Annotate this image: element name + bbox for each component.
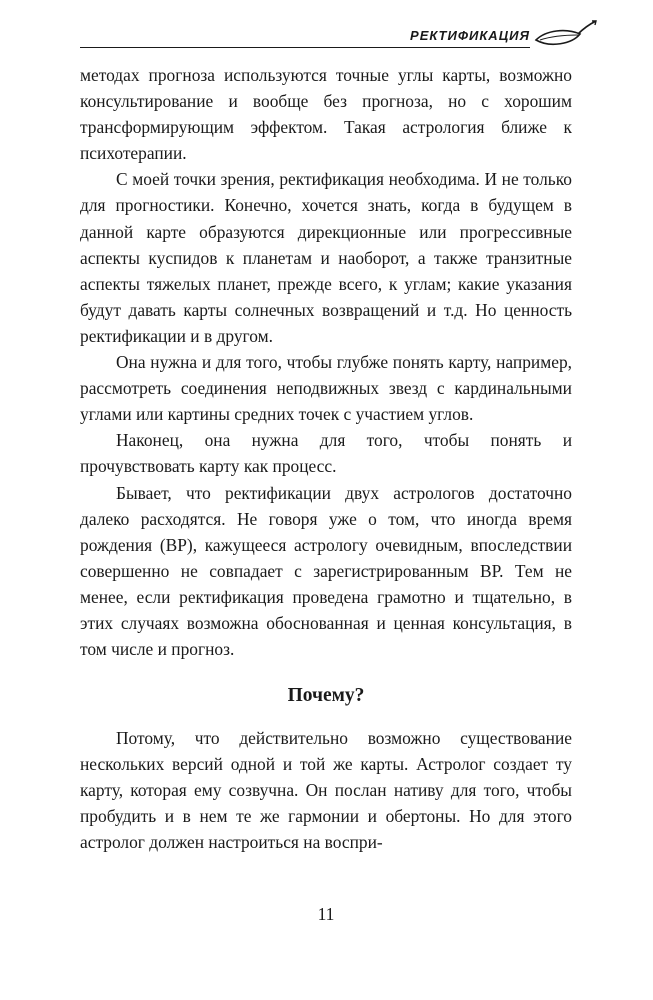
running-header (80, 18, 600, 52)
body-paragraph: Она нужна и для того, чтобы глубже понять карту, например, рассмотреть соединения неподвижных звезд с кардинальными углами или картины средних точек с участием углов. (80, 352, 572, 425)
header-rule (80, 47, 530, 48)
main-text (80, 62, 572, 662)
body-paragraph: С моей точки зрения, ректификация необходима. И не только для прогностики. Конечно, хочется знать, когда в будущем в данной карте образуются дирекционные или прогрессивные аспекты куспидов к планетам и наоборот, а также транзитные аспекты тяжелых планет, прежде всего, к углам; какие указания будут давать карты солнечных возвращений и т.д. Но ценность ректификации и в другом. (80, 169, 572, 346)
body-paragraph: Бывает, что ректификации двух астрологов достаточно далеко расходятся. Не говоря уже о том, что иногда время рождения (ВР), кажущееся астрологу очевидным, впоследствии совершенно не совпадает с зарегистрированным ВР. Тем не менее, если ректификация проведена грамотно и тщательно, в этих случаях возможна обоснованная и ценная консультация, в том числе и прогноз. (80, 482, 572, 660)
body-paragraph: методах прогноза используются точные углы карты, возможно консультирование и вообще без прогноза, но с хорошим трансформирующим эффектом. Такая астрология ближе к психотерапии. (80, 65, 572, 164)
section-heading: Почему? (287, 685, 365, 706)
running-header-title: РЕКТИФИКАЦИЯ (410, 28, 530, 43)
leaf-swirl-icon (532, 18, 598, 52)
section-text (80, 725, 572, 855)
body-paragraph: Наконец, она нужна для того, чтобы понять и прочувствовать карту как процесс. (80, 430, 572, 477)
page-number: 11 (317, 904, 335, 924)
section-paragraph: Потому, что действительно возможно существование нескольких версий одной и той же карты. Астролог создает ту карту, которая ему созвучна. Он послан нативу для того, чтобы пробудить и в нем те же гармонии и обертоны. Но для этого астролог должен настроиться на воспри- (80, 728, 572, 853)
